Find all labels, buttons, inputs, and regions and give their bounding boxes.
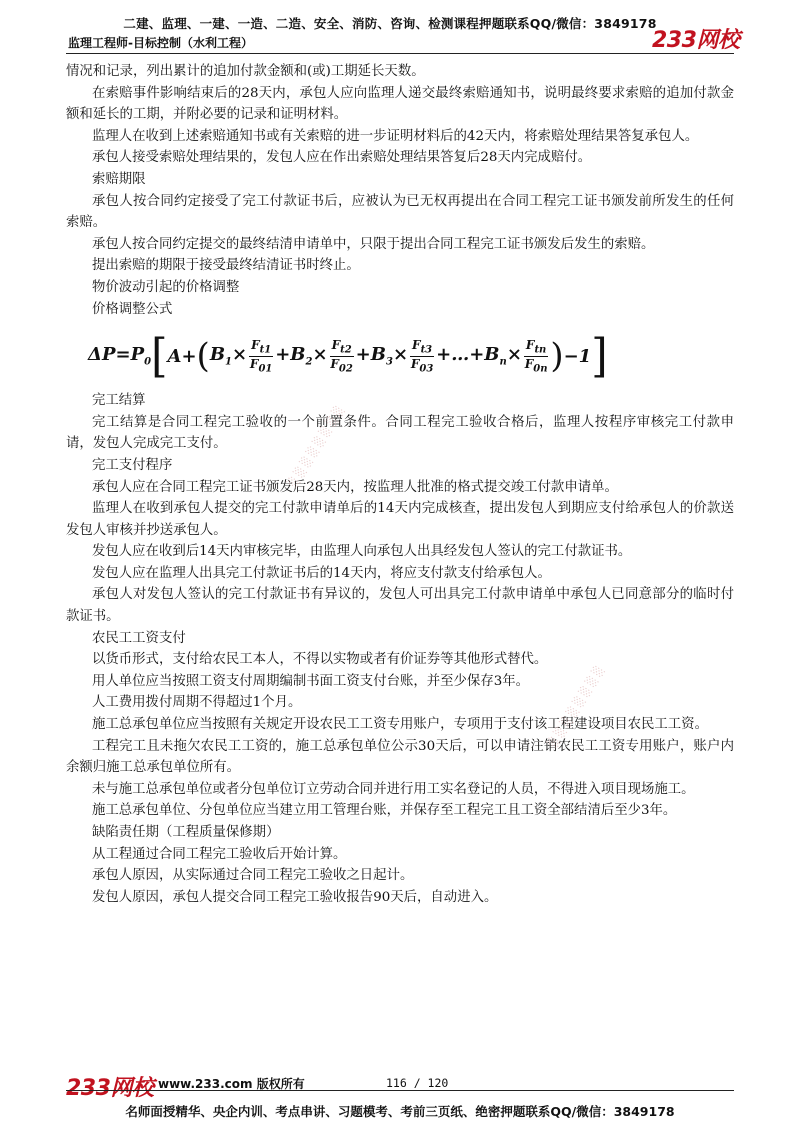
section-heading: 物价波动引起的价格调整 xyxy=(92,279,240,295)
paragraph: 人工费用拨付周期不得超过1个月。 xyxy=(92,695,302,711)
paragraph: 情况和记录，列出累计的追加付款金额和(或)工期延长天数。 xyxy=(66,64,425,79)
watermark-mark: ░ ░ ░ ░ ░ ░ ░ ░ xyxy=(546,663,607,750)
section-heading: 缺陷责任期（工程质量保修期） xyxy=(92,825,280,840)
logo-number: 233 xyxy=(66,1076,111,1101)
paragraph: 从工程通过合同工程完工验收后开始计算。 xyxy=(92,846,347,862)
paragraph: 承包人应在合同工程完工证书颁发后28天内，按监理人批准的格式提交竣工付款申请单。 xyxy=(92,479,618,495)
paragraph: 发包人应在监理人出具完工付款证书后的14天内，将应支付款支付给承包人。 xyxy=(92,565,551,581)
paragraph: 施工总承包单位、分包单位应当建立用工管理台账，并保存至工程完工且工资全部结清后至少3年。 xyxy=(92,803,677,819)
page-content xyxy=(66,61,734,908)
section-heading: 农民工工资支付 xyxy=(92,630,186,646)
paragraph: 完工结算是合同工程完工验收的一个前置条件。合同工程完工验收合格后，监理人按程序审核完工付款申请，发包人完成完工支付。 xyxy=(66,414,734,452)
footer-promo-line: 名师面授精华、央企内训、考点串讲、习题模考、考前三页纸、绝密押题联系QQ/微信：3849178 xyxy=(125,1104,675,1119)
brand-logo-top xyxy=(652,23,739,54)
section-heading: 完工支付程序 xyxy=(92,457,173,473)
paragraph: 承包人原因，从实际通过合同工程完工验收之日起计。 xyxy=(92,868,414,884)
paragraph: 以货币形式，支付给农民工本人，不得以实物或者有价证券等其他形式替代。 xyxy=(92,652,548,668)
site-copyright: www.233.com 版权所有 xyxy=(158,1077,305,1091)
paragraph: 提出索赔的期限于接受最终结清证书时终止。 xyxy=(92,258,360,274)
logo-text: 网校 xyxy=(696,28,740,53)
paragraph: 承包人接受索赔处理结果的，发包人应在作出索赔处理结果答复后28天内完成赔付。 xyxy=(92,150,592,166)
document-subtitle: 监理工程师-目标控制（水利工程） xyxy=(68,36,253,50)
header-divider xyxy=(66,53,734,54)
logo-number: 233 xyxy=(652,28,697,53)
paragraph: 承包人按合同约定接受了完工付款证书后，应被认为已无权再提出在合同工程完工证书颁发前所发生的任何索赔。 xyxy=(66,193,734,231)
paragraph: 工程完工且未拖欠农民工工资的，施工总承包单位公示30天后，可以申请注销农民工工资专用账户，账户内余额归施工总承包单位所有。 xyxy=(66,738,734,776)
paragraph: 施工总承包单位应当按照有关规定开设农民工工资专用账户，专项用于支付该工程建设项目农民工工资。 xyxy=(92,717,708,733)
paragraph: 承包人按合同约定提交的最终结清申请单中，只限于提出合同工程完工证书颁发后发生的索赔。 xyxy=(92,236,655,252)
section-heading: 价格调整公式 xyxy=(92,301,173,317)
paragraph: 在索赔事件影响结束后的28天内，承包人应向监理人递交最终索赔通知书，说明最终要求索赔的追加付款金额和延长的工期，并附必要的记录和证明材料。 xyxy=(66,85,734,123)
paragraph: 发包人原因，承包人提交合同工程完工验收报告90天后，自动进入。 xyxy=(92,889,498,905)
paragraph: 发包人应在收到后14天内审核完毕，由监理人向承包人出具经发包人签认的完工付款证书。 xyxy=(92,544,632,560)
paragraph: 用人单位应当按照工资支付周期编制书面工资支付台账，并至少保存3年。 xyxy=(92,673,530,689)
paragraph: 承包人对发包人签认的完工付款证书有异议的，发包人可出具完工付款申请单中承包人已同意部分的临时付款证书。 xyxy=(66,587,734,625)
footer-divider xyxy=(66,1090,734,1091)
paragraph: 监理人在收到承包人提交的完工付款申请单后的14天内完成核查，提出发包人到期应支付给承包人的价款送发包人审核并抄送承包人。 xyxy=(66,501,734,538)
price-adjustment-formula: $\Delta P=P_0$ [ A+ ( $B_1\times$ $\frac{F_{t1}}{F_{01}}$ $+B_2\times$ $\frac{F_{t2}}{F_{02}}$ $+B_3\times$ $\frac{F_{t3}}{F_{03}}$ $+\dots+B_n\times$ $\frac{F_{tn}}{F_{0n}}$ ) −1 ] xyxy=(88,328,608,383)
section-heading: 完工结算 xyxy=(92,393,146,409)
page-number: 116 / 120 xyxy=(386,1076,449,1090)
logo-text: 网校 xyxy=(110,1076,154,1101)
header-promo-line: 二建、监理、一建、一造、二造、安全、消防、咨询、检测课程押题联系QQ/微信：3849178 xyxy=(123,16,657,31)
section-heading: 索赔期限 xyxy=(92,171,146,187)
watermark-mark: ░ ░ ░ ░ ░ ░ ░ ░ xyxy=(286,403,347,490)
paragraph: 监理人在收到上述索赔通知书或有关索赔的进一步证明材料后的42天内，将索赔处理结果答复承包人。 xyxy=(92,128,699,144)
brand-logo-bottom xyxy=(66,1071,153,1102)
paragraph: 未与施工总承包单位或者分包单位订立劳动合同并进行用工实名登记的人员，不得进入项目现场施工。 xyxy=(92,781,695,797)
